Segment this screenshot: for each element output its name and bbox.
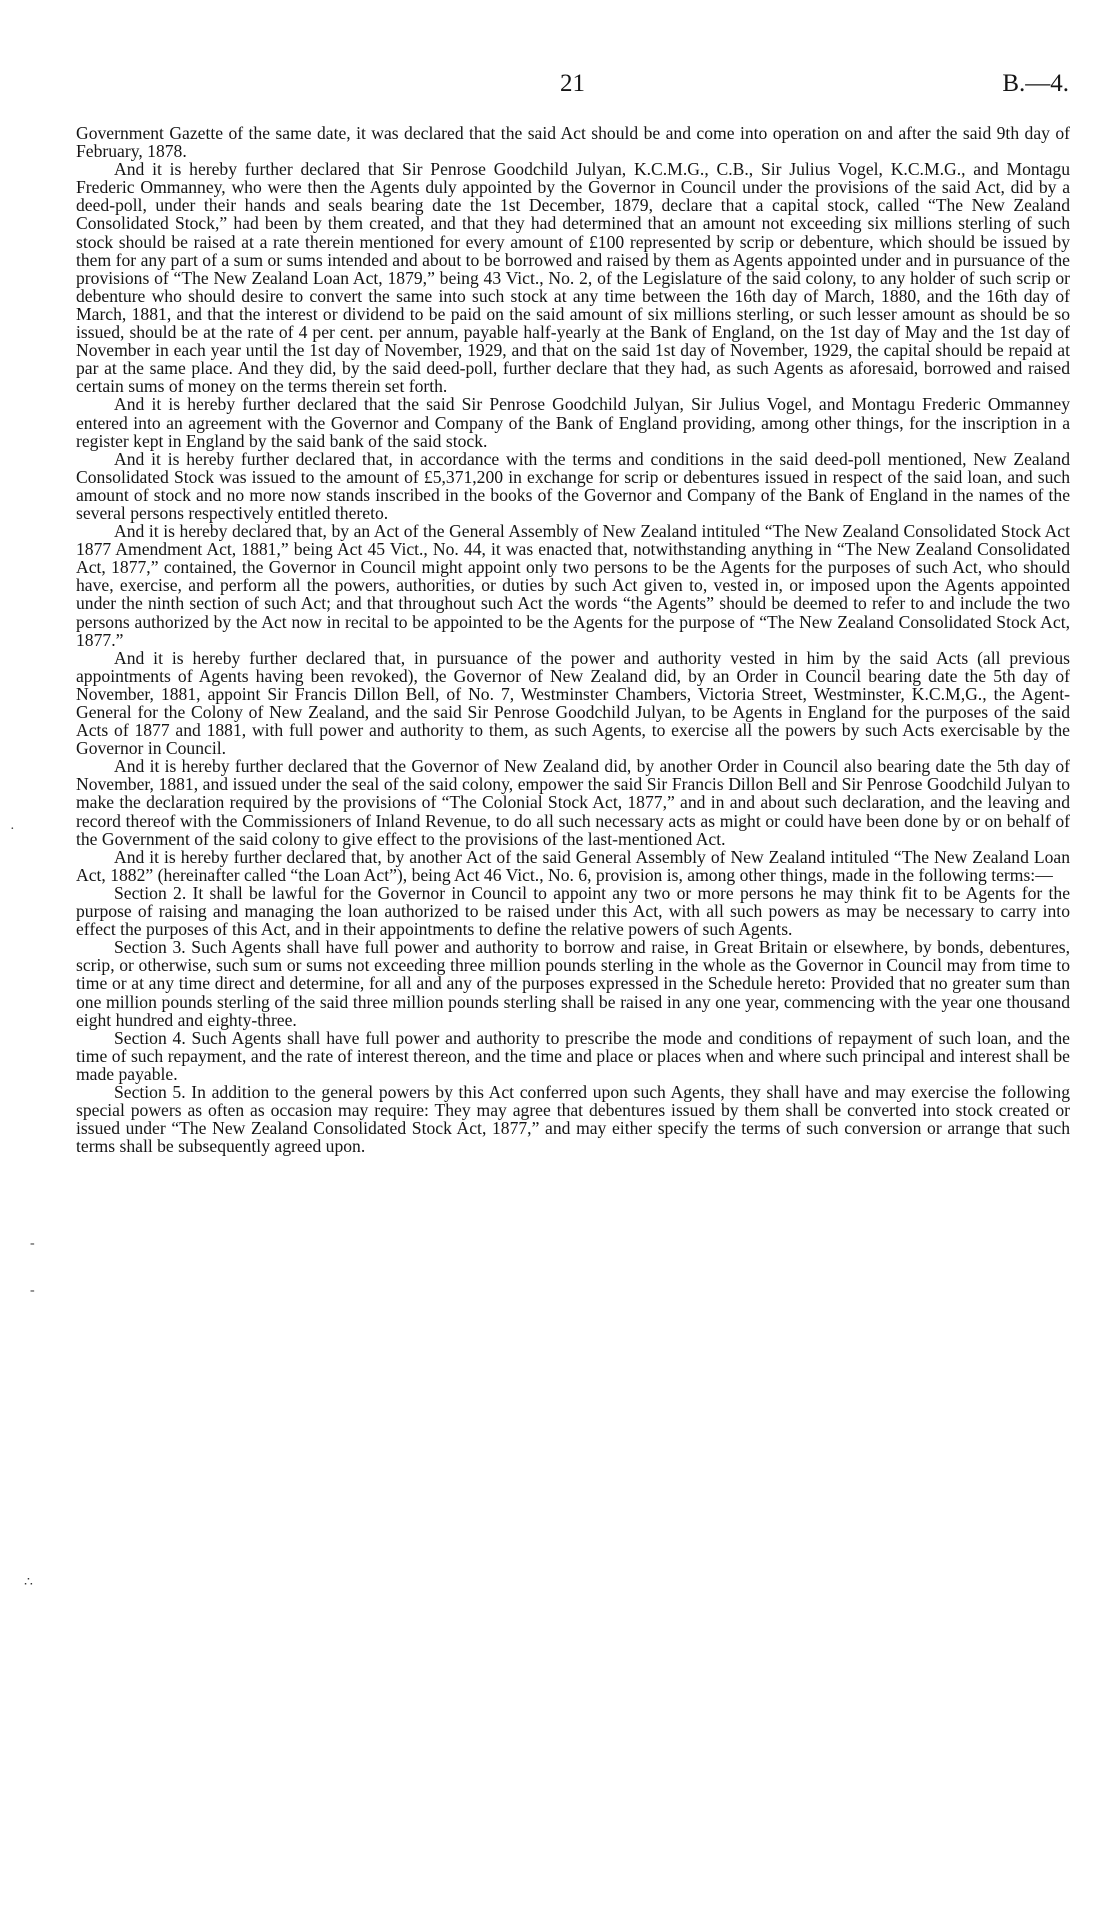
paragraph-stock-issued: And it is hereby further declared that, in accordance with the terms and conditions in the said deed-poll mentioned, New Zealand Consolidated Stock was issued to the amount of £5,371,200 in exchange for scrip or debentures issued in respect of the said loan, and such amount of stock and no more now stands inscribed in the books of the Governor and Company of the Bank of England in the names of the several persons respectively entitled thereto. bbox=[76, 448, 1070, 523]
page-number: 21 bbox=[560, 70, 585, 97]
paragraph-loan-act: And it is hereby further declared that, by another Act of the said General Assembly of New Zealand intituled “The New Zealand Loan Act, 1882” (hereinafter called “the Loan Act”), being Act 46 Vict., No. 6, provision is, among other things, made in the following terms:— bbox=[76, 846, 1070, 885]
margin-mark: - bbox=[30, 1236, 35, 1251]
body-text bbox=[76, 124, 1070, 1155]
paragraph-section-3: Section 3. Such Agents shall have full power and authority to borrow and raise, in Great Britain or elsewhere, by bonds, debentures, scrip, or otherwise, such sum or sums not exceeding three million pounds sterling in the whole as the Governor in Council may from time to time or at any time direct and determine, for all and any of the purposes expressed in the Schedule hereto: Provided that no greater sum than one million pounds sterling of the said three million pounds sterling shall be raised in any one year, commencing with the year one thousand eight hundred and eighty-three. bbox=[76, 937, 1070, 1030]
document-reference: B.—4. bbox=[1002, 70, 1069, 97]
paragraph-section-4: Section 4. Such Agents shall have full power and authority to prescribe the mode and conditions of repayment of such loan, and the time of such repayment, and the rate of interest thereon, and the time and place or places when and where such principal and interest shall be made payable. bbox=[76, 1027, 1070, 1084]
paragraph-gazette-operation: Government Gazette of the same date, it was declared that the said Act should be and come into operation on and after the said 9th day of February, 1878. bbox=[76, 123, 1070, 162]
paragraph-agents-appointment: And it is hereby further declared that, in pursuance of the power and authority vested in him by the said Acts (all previous appointments of Agents having been revoked), the Governor of New Zealand did, by an Order in Council bearing date the 5th day of November, 1881, appoint Sir Francis Dillon Bell, of No. 7, Westminster Chambers, Victoria Street, Westminster, K.C.M,G., the Agent-General for the Colony of New Zealand, and the said Sir Penrose Goodchild Julyan, to be Agents in England for the purposes of the said Acts of 1877 and 1881, with full power and authority to them, as such Agents, to exercise all the powers by such Acts exercisable by the Governor in Council. bbox=[76, 647, 1070, 759]
paragraph-section-2: Section 2. It shall be lawful for the Governor in Council to appoint any two or more persons he may think fit to be Agents for the purpose of raising and managing the loan authorized to be raised under this Act, with all such powers as may be necessary to carry into effect the purposes of this Act, and in their appointments to define the relative powers of such Agents. bbox=[76, 882, 1070, 940]
page-header bbox=[76, 70, 1069, 104]
margin-mark: - bbox=[30, 1283, 35, 1298]
paragraph-deed-poll: And it is hereby further declared that Sir Penrose Goodchild Julyan, K.C.M.G., C.B., Sir Julius Vogel, K.C.M.G., and Montagu Frederic Ommanney, who were then the Agents duly appointed by the Governor in Council under the provisions of the said Act, did by a deed-poll, under their hands and seals bearing date the 1st December, 1879, declare that a capital stock, called “The New Zealand Consolidated Stock,” had been by them created, and that they had determined that an amount not exceeding six millions sterling of such stock should be raised at a rate therein mentioned for every amount of £100 represented by scrip or debenture, which should be issued by them for any part of a sum or sums intended and about to be borrowed and raised by them as Agents appointed under and in pursuance of the provisions of “The New Zealand Loan Act, 1879,” being 43 Vict., No. 2, of the Legislature of the said colony, to any holder of such scrip or debenture who should desire to convert the same into such stock at any time between the 16th day of March, 1880, and the 16th day of March, 1881, and that the interest or dividend to be paid on the said amount of six millions sterling, or such lesser amount as should be so issued, should be at the rate of 4 per cent. per annum, payable half-yearly at the Bank of England, on the 1st day of May and the 1st day of November in each year until the 1st day of November, 1929, and that on the said 1st day of November, 1929, the capital should be repaid at par at the same place. And they did, by the said deed-poll, further declare that they had, as such Agents as aforesaid, borrowed and raised certain sums of money on the terms therein set forth. bbox=[76, 159, 1070, 397]
paragraph-colonial-stock-act: And it is hereby further declared that the Governor of New Zealand did, by another Order in Council also bearing date the 5th day of November, 1881, and issued under the seal of the said colony, empower the said Sir Francis Dillon Bell and Sir Penrose Goodchild Julyan to make the declaration required by the provisions of “The Colonial Stock Act, 1877,” and in and about such declaration, and the leaving and record thereof with the Commissioners of Inland Revenue, to do all such necessary acts as might or could have been done by or on behalf of the Government of the said colony to give effect to the provisions of the last-mentioned Act. bbox=[76, 756, 1070, 849]
margin-mark: ∴ bbox=[24, 1575, 33, 1590]
paragraph-bank-agreement: And it is hereby further declared that the said Sir Penrose Goodchild Julyan, Sir Julius Vogel, and Montagu Frederic Ommanney entered into an agreement with the Governor and Company of the Bank of England providing, among other things, for the inscription in a register kept in England by the said bank of the said stock. bbox=[76, 394, 1070, 451]
paragraph-section-5: Section 5. In addition to the general powers by this Act conferred upon such Agents, they shall have and may exercise the following special powers as often as occasion may require: They may agree that debentures issued by them shall be converted into stock created or issued under “The New Zealand Consolidated Stock Act, 1877,” and may either specify the terms of such conversion or arrange that such terms shall be subsequently agreed upon. bbox=[76, 1081, 1070, 1157]
paragraph-amendment-act: And it is hereby declared that, by an Act of the General Assembly of New Zealand intituled “The New Zealand Consolidated Stock Act 1877 Amendment Act, 1881,” being Act 45 Vict., No. 44, it was enacted that, notwithstanding anything in “The New Zealand Consolidated Act, 1877,” contained, the Governor in Council might appoint only two persons to be the Agents for the purposes of such Act, who should have, exercise, and perform all the powers, authorities, or duties by such Act given to, vested in, or imposed upon the Agents appointed under the ninth section of such Act; and that throughout such Act the words “the Agents” should be deemed to refer to and include the two persons authorized by the Act now in recital to be appointed to be the Agents for the purpose of “The New Zealand Consolidated Stock Act, 1877.” bbox=[76, 521, 1070, 650]
margin-mark: · bbox=[10, 822, 15, 837]
